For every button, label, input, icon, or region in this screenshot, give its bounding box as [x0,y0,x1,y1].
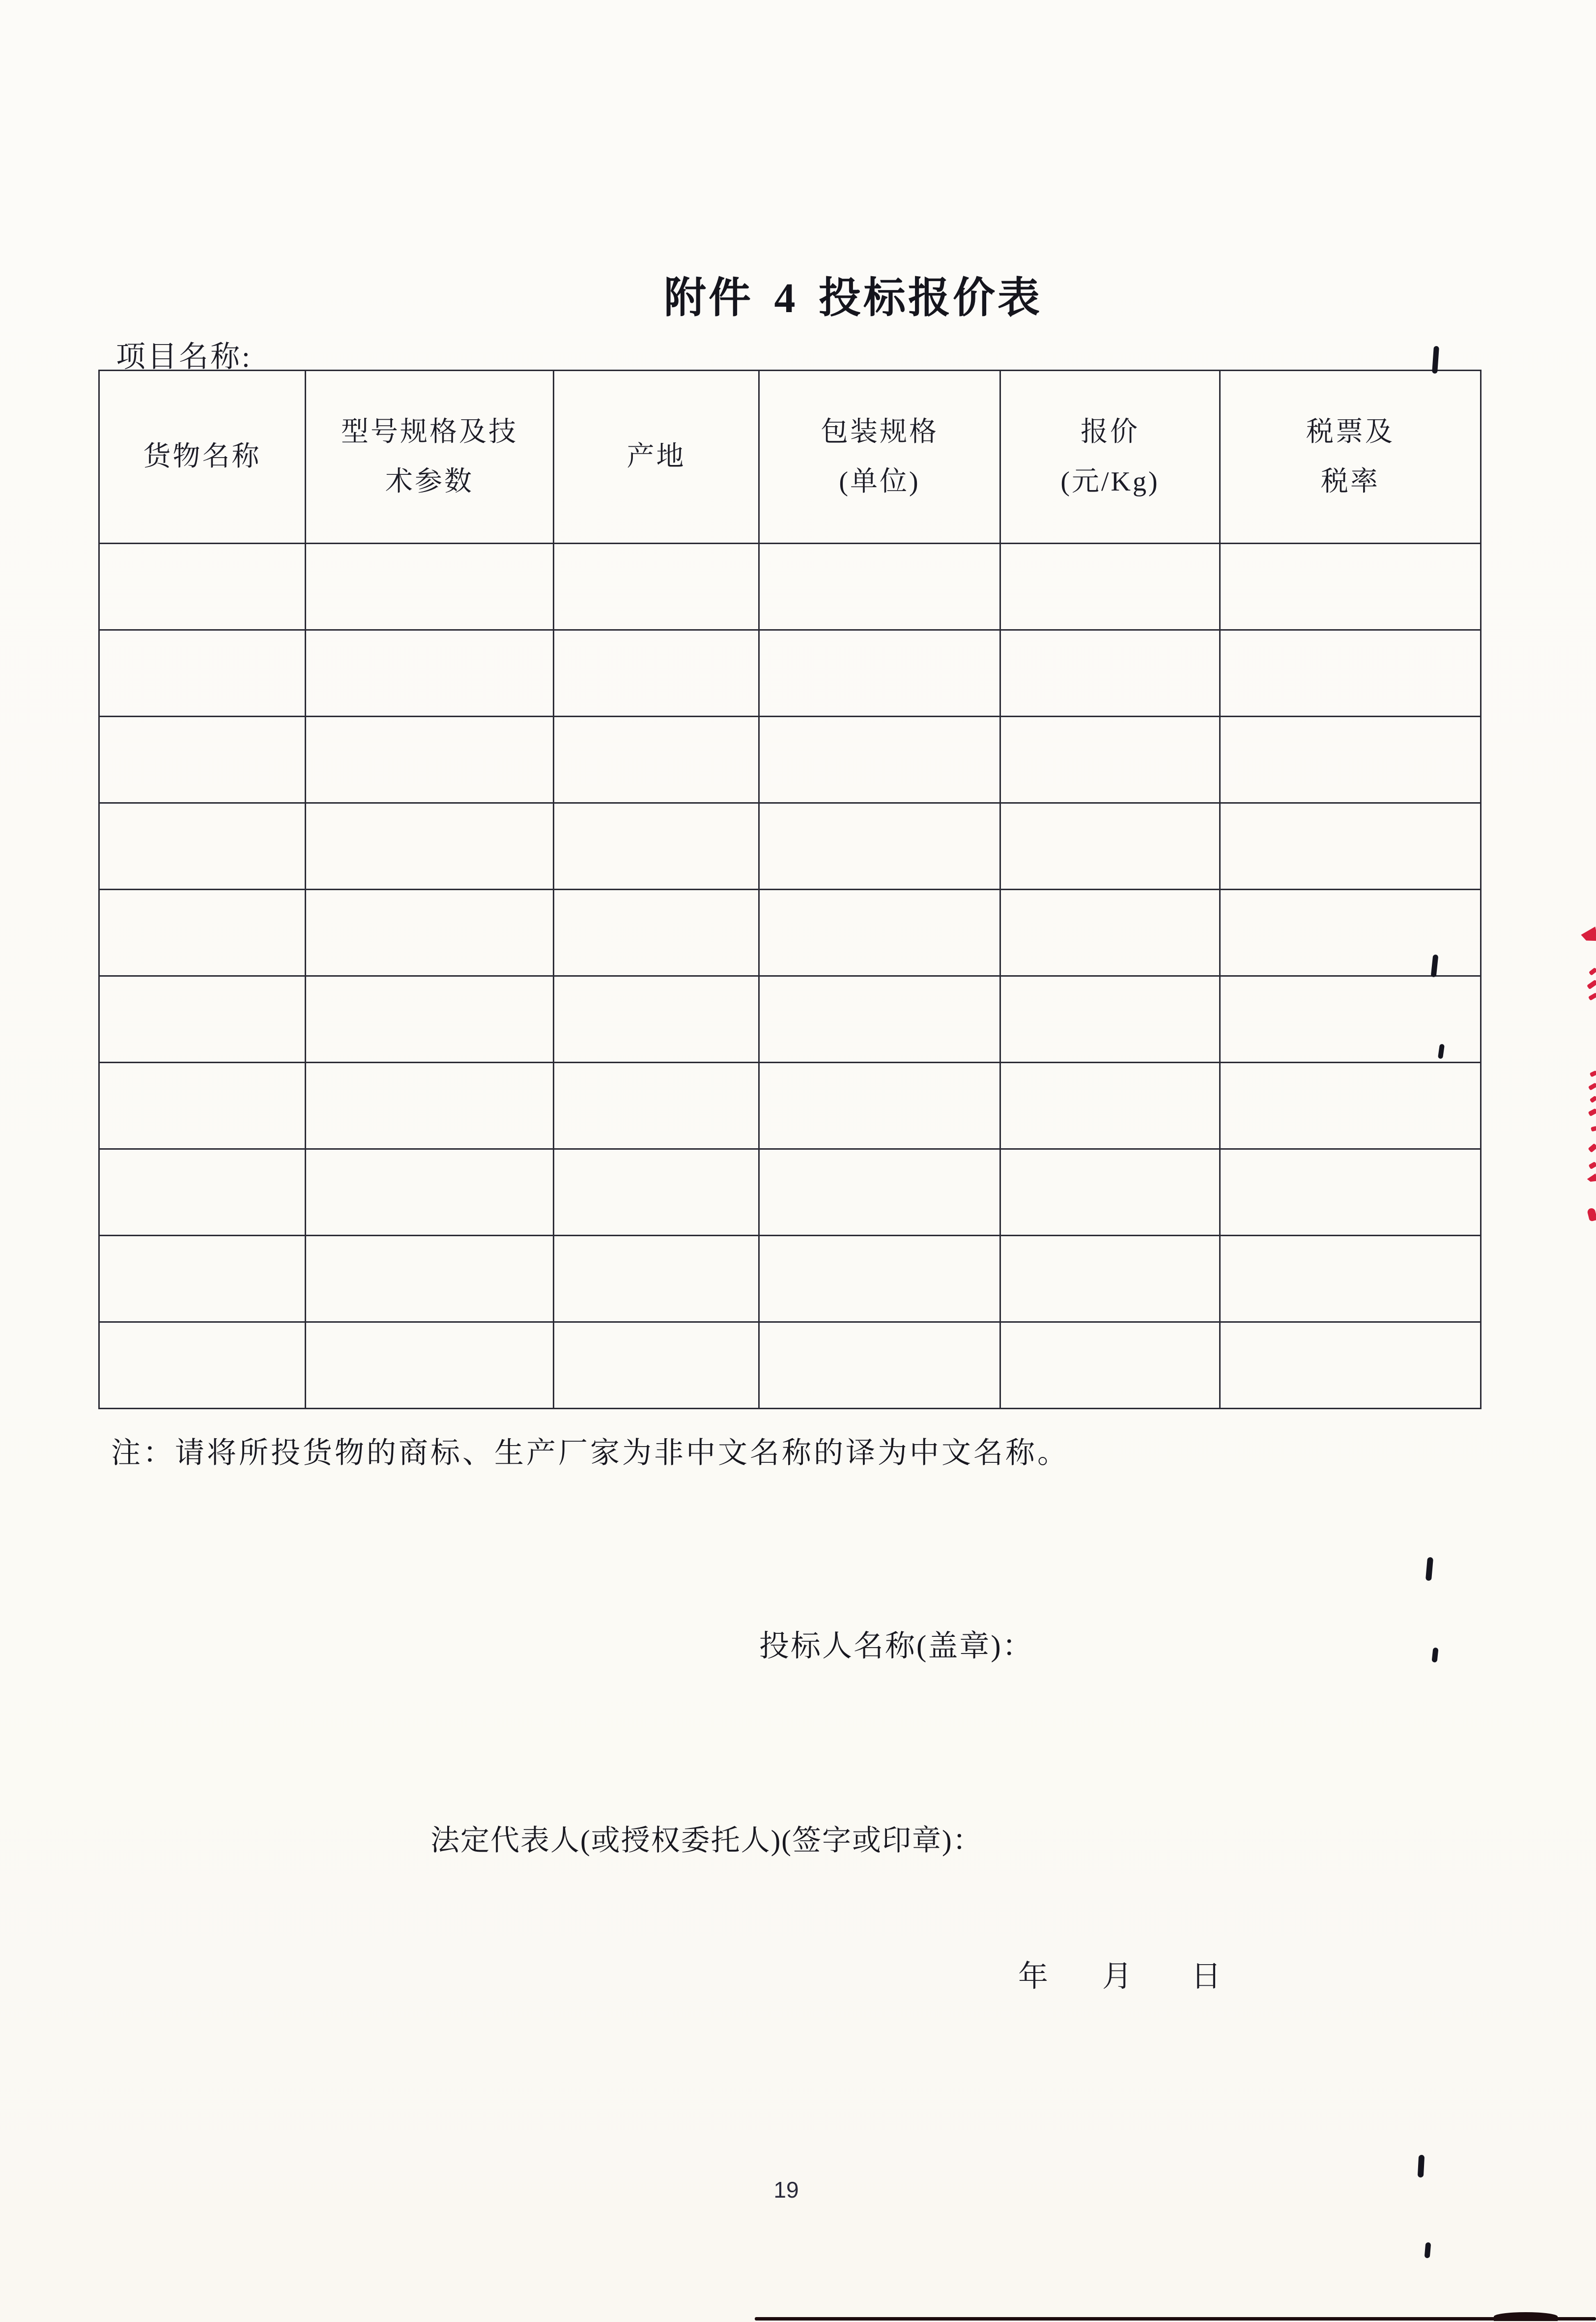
table-cell [759,1149,1000,1236]
table-cell [554,890,759,976]
table-cell [554,976,759,1063]
column-header-line: 货物名称 [143,441,261,472]
table-cell [306,890,554,976]
table-cell [554,630,759,717]
table-cell [1220,544,1481,630]
column-header-line: 报价 [1081,416,1140,447]
page-number: 19 [773,2177,799,2203]
table-cell [306,544,554,630]
column-header-line: 包装规格 [821,416,939,447]
table-cell [99,630,306,717]
table-cell [759,544,1000,630]
table-row [99,976,1481,1063]
column-header-line: 型号规格及技 [341,416,518,447]
table-row [99,890,1481,976]
ink-tick-mark [1418,2155,1425,2178]
table-cell [99,544,306,630]
table-cell [306,976,554,1063]
table-cell [306,1322,554,1409]
table-cell [554,1149,759,1236]
red-stamp-fragment [1588,1143,1596,1153]
table-row [99,544,1481,630]
table-cell [759,803,1000,890]
table-cell [99,1063,306,1149]
red-stamp-fragment [1587,1207,1596,1221]
table-cell [1000,1236,1220,1322]
table-cell [1220,630,1481,717]
note-text: 注：请将所投货物的商标、生产厂家为非中文名称的译为中文名称。 [111,1437,1069,1469]
ink-tick-mark [1425,2242,1431,2259]
table-cell [99,803,306,890]
ink-tick-mark [1425,1557,1433,1581]
red-stamp-fragment [1586,1173,1596,1184]
table-cell [306,717,554,803]
red-stamp-fragment [1580,927,1596,944]
table-cell [306,1063,554,1149]
table-cell [99,1236,306,1322]
table-row [99,1063,1481,1149]
red-stamp-fragment [1591,1126,1596,1132]
table-cell [554,544,759,630]
project-name-label: 项目名称: [116,341,252,373]
table-row [99,717,1481,803]
table-cell [99,890,306,976]
page-title: 附件 4 投标报价表 [664,274,1042,321]
goods-table [98,370,1482,1409]
table-cell [1220,1063,1481,1149]
table-cell [306,630,554,717]
table-cell [1220,890,1481,976]
table-cell [1000,976,1220,1063]
table-cell [1220,1236,1481,1322]
table-row [99,1236,1481,1322]
table-cell [306,1236,554,1322]
date-month-label: 月 [1102,1960,1133,1993]
table-cell [1220,1322,1481,1409]
red-stamp-fragment [1588,992,1596,1001]
red-stamp-fragment [1587,980,1596,989]
column-header-line: (元/Kg) [1060,466,1160,497]
column-header-line: (单位) [839,466,920,497]
red-stamp-fragment [1589,1161,1596,1169]
table-cell [1000,1322,1220,1409]
column-header-line: 税票及 [1306,416,1395,447]
table-row [99,1149,1481,1236]
table-cell [1000,890,1220,976]
date-line [1018,1952,1221,1995]
table-cell [759,1236,1000,1322]
table-cell [759,976,1000,1063]
table-row [99,1322,1481,1409]
table-cell [1220,717,1481,803]
table-cell [759,1063,1000,1149]
table-cell [99,1149,306,1236]
table-cell [1000,630,1220,717]
table-cell [1000,717,1220,803]
table-cell [1220,1149,1481,1236]
table-cell [759,630,1000,717]
date-year-label: 年 [1018,1960,1049,1993]
table-cell [554,717,759,803]
table-row [99,630,1481,717]
column-header-model-spec-params [306,371,554,544]
ink-tick-mark [1431,1648,1438,1663]
table-cell [554,1236,759,1322]
column-header-line: 术参数 [385,466,474,497]
table-cell [1220,803,1481,890]
table-cell [1000,1149,1220,1236]
red-stamp-fragment [1589,967,1596,976]
table-cell [554,803,759,890]
table-cell [99,1322,306,1409]
column-header-price-per-kg [1000,371,1220,544]
red-stamp-fragment [1590,1070,1596,1077]
column-header-tax-invoice-rate [1220,371,1481,544]
column-header-goods-name [99,371,306,544]
table-cell [99,717,306,803]
table-cell [1000,1063,1220,1149]
table-row [99,803,1481,890]
column-header-line: 税率 [1321,466,1380,497]
table-cell [759,1322,1000,1409]
date-day-label: 日 [1191,1960,1222,1993]
column-header-line: 产地 [627,441,686,472]
bidder-name-seal-label: 投标人名称(盖章)： [759,1630,1034,1663]
column-header-packaging-spec [759,371,1000,544]
scan-edge-artifact [755,2317,1596,2321]
table-cell [306,1149,554,1236]
table-cell [759,717,1000,803]
column-header-origin [554,371,759,544]
table-cell [1000,803,1220,890]
red-stamp-fragment [1588,1108,1596,1117]
table-cell [554,1063,759,1149]
table-cell [99,976,306,1063]
legal-representative-label: 法定代表人(或授权委托人)(签字或印章)： [430,1824,983,1857]
table-header-row [99,371,1481,544]
table-cell [306,803,554,890]
table-cell [1000,544,1220,630]
red-stamp-fragment [1588,1082,1596,1090]
table-cell [554,1322,759,1409]
table-cell [759,890,1000,976]
red-stamp-fragment [1590,1096,1596,1103]
